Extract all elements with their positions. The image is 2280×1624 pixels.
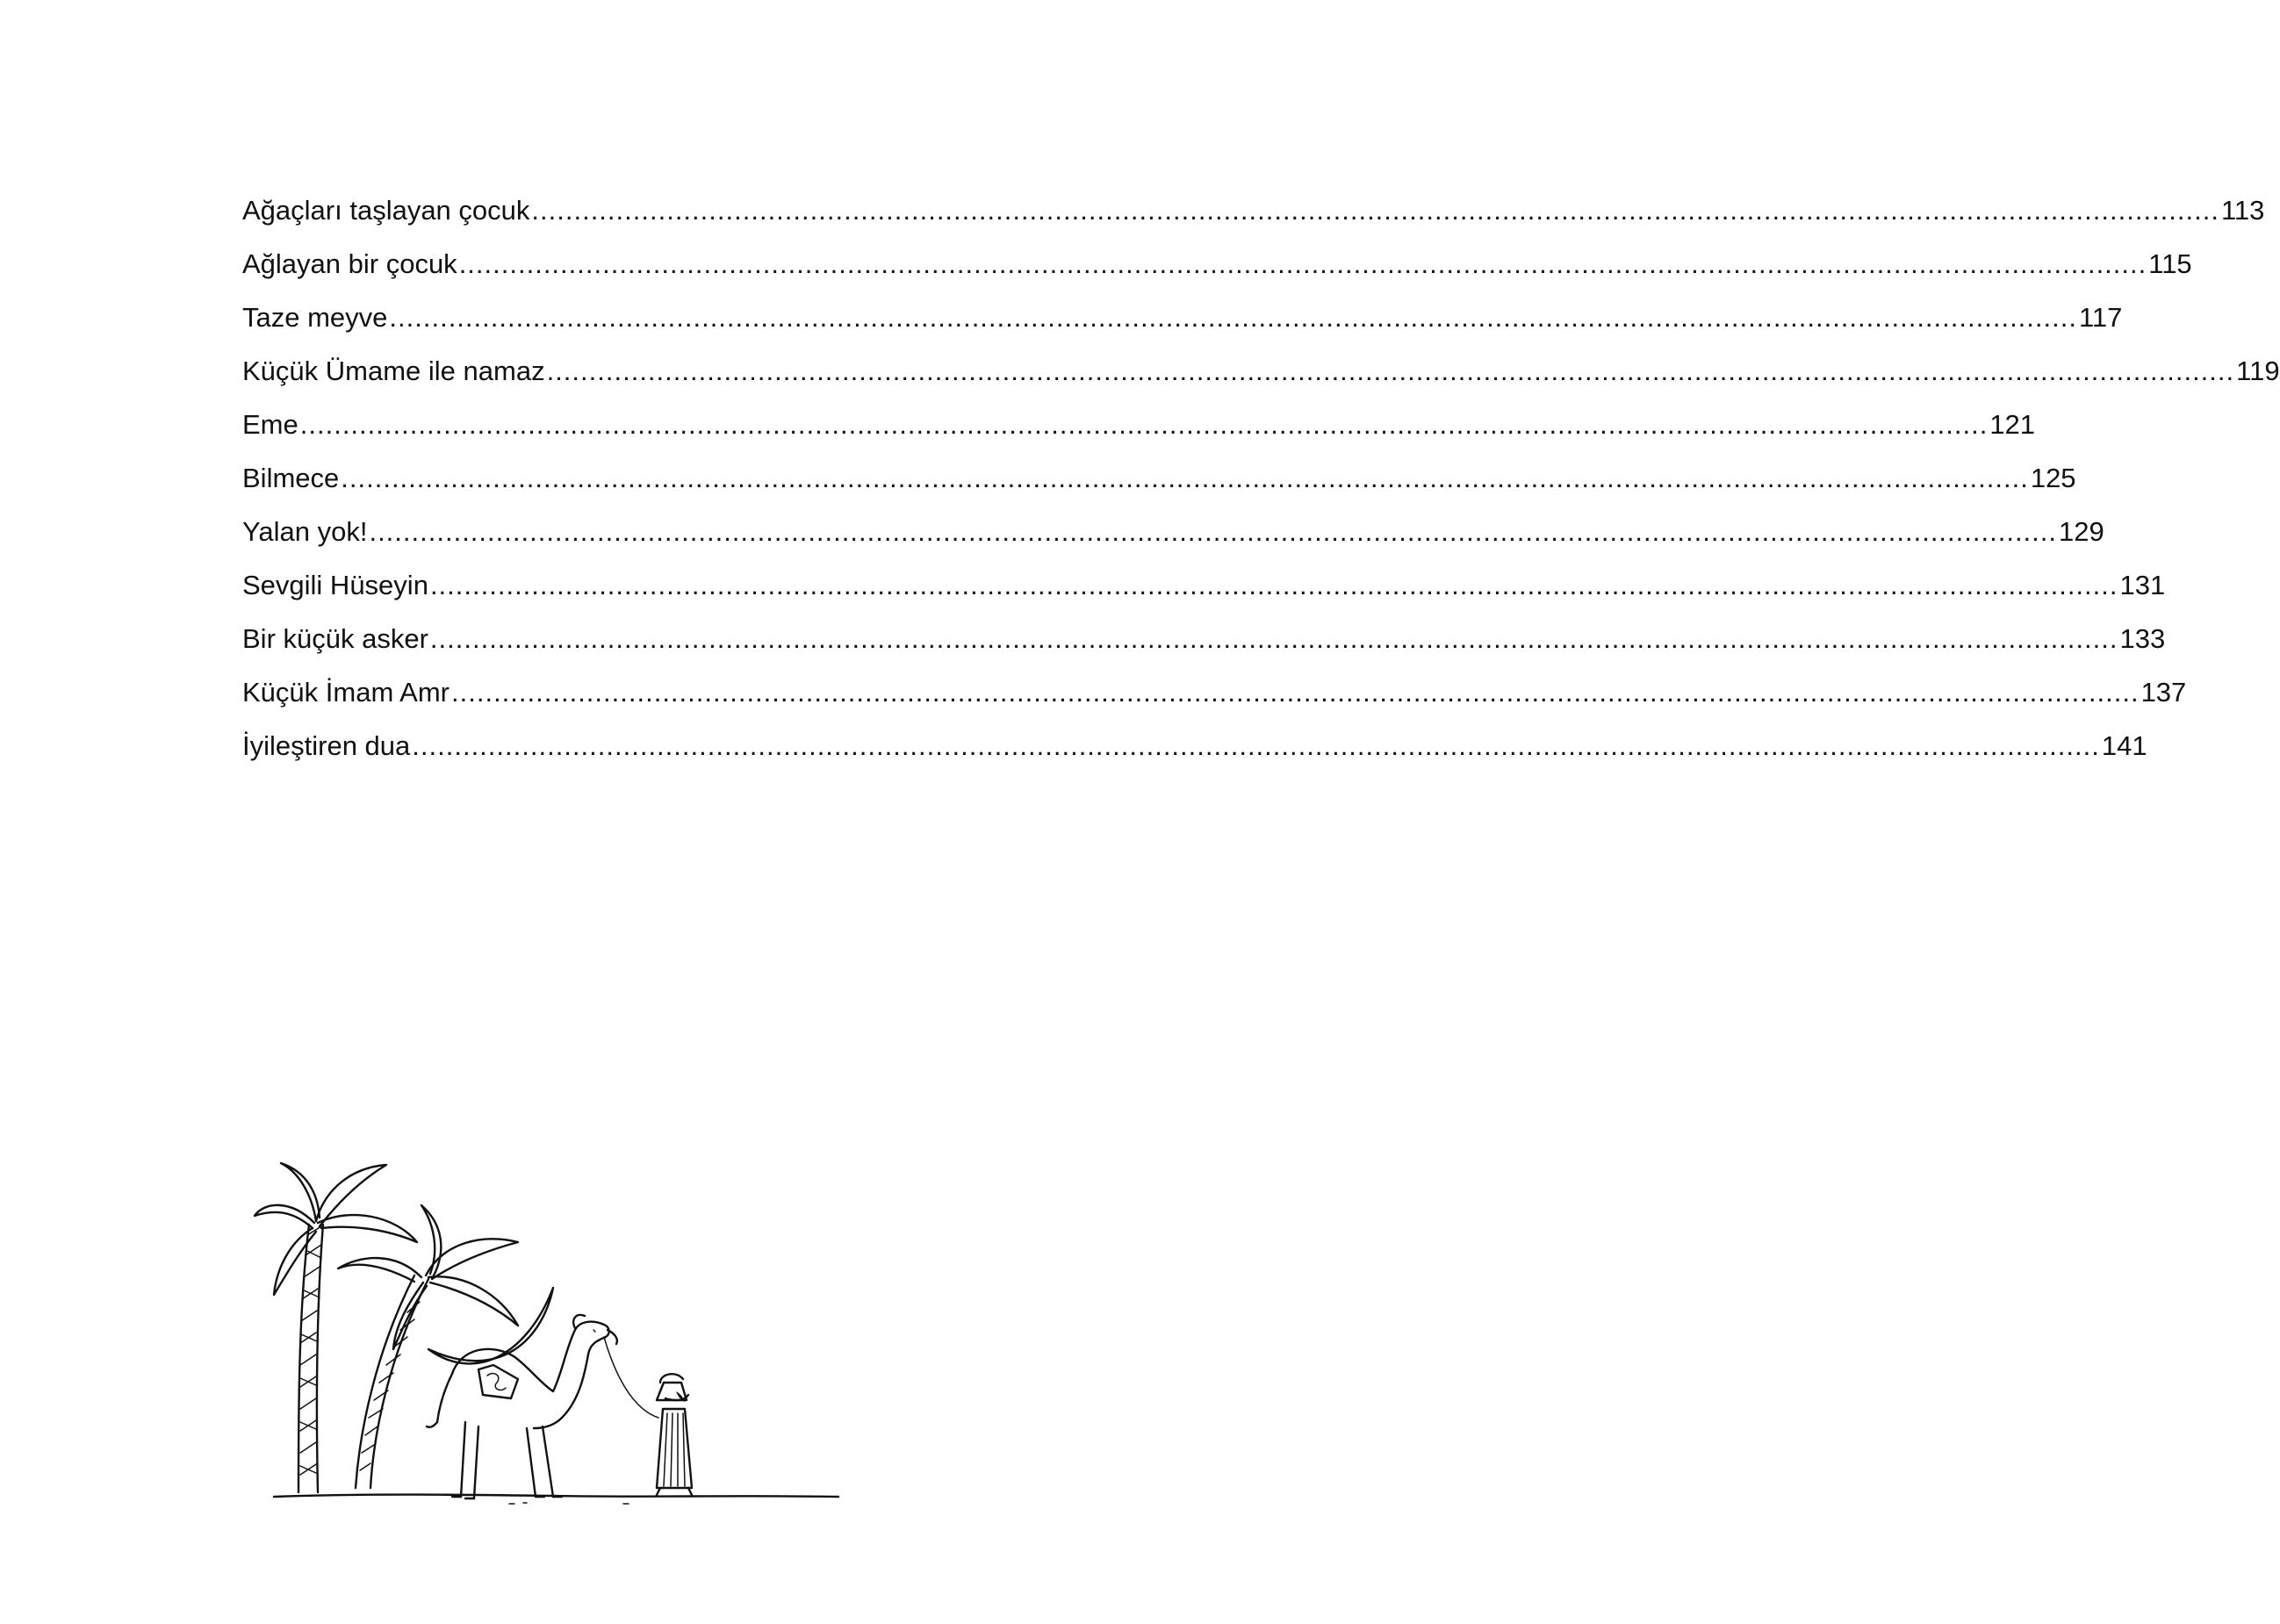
toc-entry-title: Sevgili Hüseyin <box>242 570 428 600</box>
toc-page-number: 141 <box>2101 730 2147 761</box>
toc-dot-leader: ........................................................................................................................................................................................................ <box>429 570 2118 600</box>
toc-entry[interactable] <box>242 463 2076 516</box>
toc-entry[interactable] <box>242 409 2036 463</box>
toc-dot-leader: ........................................................................................................................................................................................................ <box>389 302 2077 333</box>
toc-entry[interactable] <box>242 570 2166 623</box>
toc-entry-title: Taze meyve <box>242 302 388 333</box>
ground-specks <box>509 1503 629 1504</box>
toc-dot-leader: ........................................................................................................................................................................................................ <box>458 248 2147 279</box>
toc-entry[interactable] <box>242 302 2123 356</box>
table-of-contents <box>242 195 2280 784</box>
toc-page-number: 131 <box>2119 570 2166 600</box>
toc-page-number: 121 <box>1989 409 2036 440</box>
toc-entry-title: Yalan yok! <box>242 516 368 547</box>
toc-page-number: 113 <box>2220 195 2265 226</box>
toc-dot-leader: ........................................................................................................................................................................................................ <box>412 730 2100 761</box>
toc-entry[interactable] <box>242 195 2265 248</box>
toc-entry-title: Küçük Ümame ile namaz <box>242 356 545 386</box>
palm-tree-icon <box>255 1163 417 1492</box>
toc-page-number: 125 <box>2030 463 2076 493</box>
toc-entry-title: Bir küçük asker <box>242 623 428 654</box>
palm-tree-icon <box>338 1205 518 1488</box>
toc-entry[interactable] <box>242 677 2187 730</box>
toc-entry-title: Bilmece <box>242 463 340 493</box>
toc-dot-leader: ........................................................................................................................................................................................................ <box>546 356 2235 386</box>
toc-page-number: 129 <box>2059 516 2104 547</box>
bedouin-figure-icon <box>657 1374 692 1495</box>
toc-page-number: 115 <box>2148 248 2192 279</box>
toc-entry[interactable] <box>242 623 2166 677</box>
toc-page-number: 133 <box>2119 623 2166 654</box>
toc-entry[interactable] <box>242 516 2104 570</box>
toc-dot-leader: ........................................................................................................................................................................................................ <box>369 516 2058 547</box>
camel-icon <box>427 1315 658 1498</box>
toc-entry[interactable] <box>242 730 2147 784</box>
toc-entry-title: Küçük İmam Amr <box>242 677 450 708</box>
desert-illustration <box>263 1119 860 1505</box>
toc-dot-leader: ........................................................................................................................................................................................................ <box>341 463 2029 493</box>
toc-entry-title: İyileştiren dua <box>242 730 411 761</box>
toc-entry-title: Eme <box>242 409 298 440</box>
toc-entry-title: Ağaçları taşlayan çocuk <box>242 195 530 226</box>
toc-page-number: 117 <box>2078 302 2123 333</box>
toc-page-number: 137 <box>2140 677 2187 708</box>
toc-dot-leader: ........................................................................................................................................................................................................ <box>451 677 2140 708</box>
toc-entry-title: Ağlayan bir çocuk <box>242 248 457 279</box>
crescent-moon-icon <box>428 1288 553 1363</box>
toc-dot-leader: ........................................................................................................................................................................................................ <box>299 409 1989 440</box>
toc-dot-leader: ........................................................................................................................................................................................................ <box>531 195 2219 226</box>
desert-scene-drawing <box>263 1119 860 1505</box>
toc-entry[interactable] <box>242 356 2280 409</box>
toc-page-number: 119 <box>2236 356 2280 386</box>
toc-dot-leader: ........................................................................................................................................................................................................ <box>429 623 2118 654</box>
toc-entry[interactable] <box>242 248 2192 302</box>
